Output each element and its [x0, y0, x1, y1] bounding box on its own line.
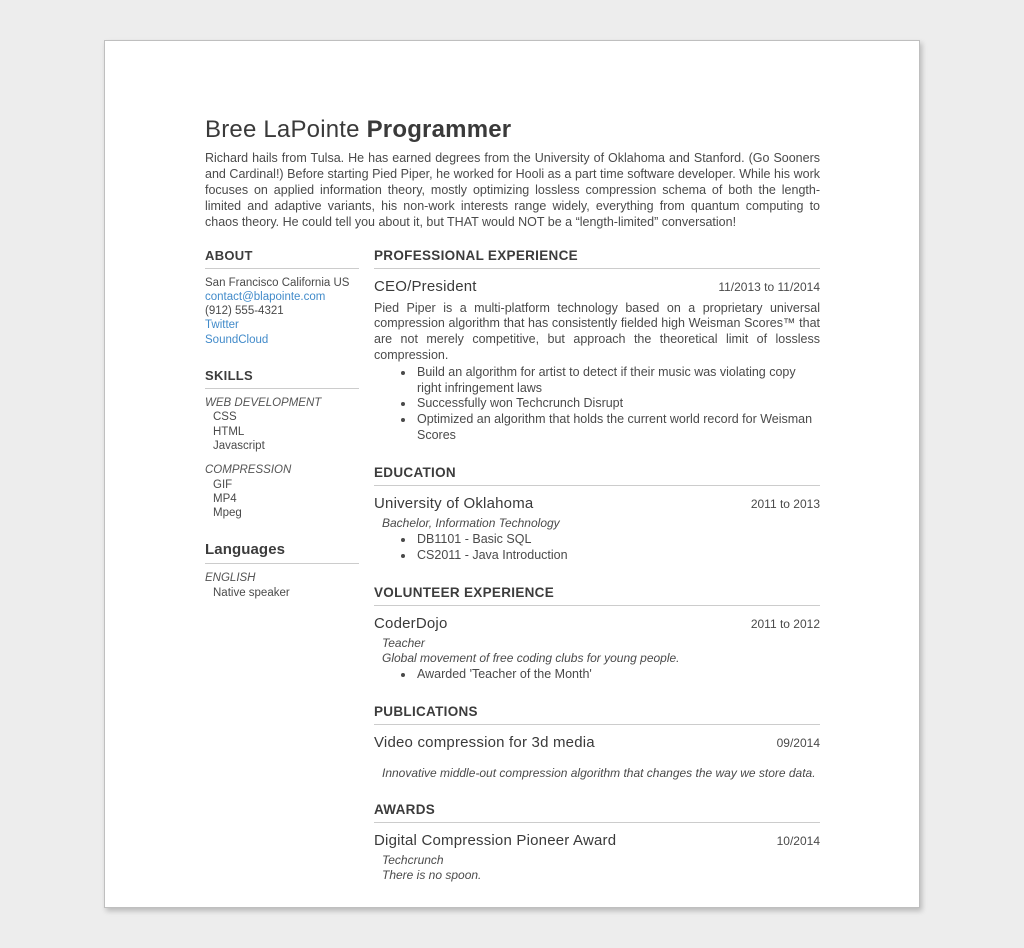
section-education — [374, 465, 820, 564]
section-heading: EDUCATION — [374, 465, 820, 486]
soundcloud-link[interactable]: SoundCloud — [205, 333, 269, 346]
resume-sheet — [104, 40, 920, 908]
award-entry — [374, 832, 820, 883]
sidebar — [205, 248, 359, 600]
candidate-name: Bree LaPointe — [205, 116, 360, 143]
section-heading: VOLUNTEER EXPERIENCE — [374, 585, 820, 606]
entry-subtitle: Teacher — [382, 635, 425, 650]
bullet-item: • DB1101 - Basic SQL — [415, 532, 820, 548]
skill-group-name: COMPRESSION — [205, 464, 292, 477]
entry-bullets — [374, 365, 820, 444]
entry-note: Global movement of free coding clubs for young people. — [382, 650, 680, 665]
section-publications — [374, 704, 820, 781]
entry-title: Video compression for 3d media — [374, 733, 595, 751]
bullet-item: • Optimized an algorithm that holds the current world record for Weisman Scores — [415, 412, 820, 444]
skill-item: Mpeg — [213, 507, 242, 520]
section-professional-experience — [374, 248, 820, 444]
skill-item: CSS — [213, 411, 237, 424]
skill-item: Javascript — [213, 439, 265, 452]
language-name: ENGLISH — [205, 572, 256, 585]
skill-item: MP4 — [213, 492, 237, 505]
about-phone: (912) 555-4321 — [205, 305, 284, 318]
section-heading: PUBLICATIONS — [374, 704, 820, 725]
entry-title: University of Oklahoma — [374, 494, 534, 512]
experience-entry — [374, 278, 820, 444]
entry-date: 11/2013 to 11/2014 — [718, 279, 820, 294]
entry-note: There is no spoon. — [382, 868, 482, 883]
entry-note: Innovative middle-out compression algorithm that changes the way we store data. — [382, 765, 816, 780]
resume-content — [205, 116, 820, 883]
entry-bullets — [374, 532, 820, 564]
bullet-item: • Awarded 'Teacher of the Month' — [415, 667, 820, 683]
bullet-item: • Build an algorithm for artist to detect if their music was violating copy right infringement laws — [415, 365, 820, 397]
education-entry — [374, 495, 820, 564]
bullet-item: • Successfully won Techcrunch Disrupt — [415, 396, 820, 412]
entry-subtitle: Techcrunch — [382, 852, 444, 867]
resume-header — [205, 116, 820, 144]
section-heading: PROFESSIONAL EXPERIENCE — [374, 248, 820, 269]
skill-group-name: WEB DEVELOPMENT — [205, 397, 322, 410]
publication-entry — [374, 734, 820, 781]
entry-date: 2011 to 2012 — [750, 616, 820, 631]
entry-title: CEO/President — [374, 277, 477, 295]
entry-title: Digital Compression Pioneer Award — [374, 831, 617, 849]
entry-subtitle: Bachelor, Information Technology — [382, 515, 560, 530]
bullet-item: • CS2011 - Java Introduction — [415, 548, 820, 564]
about-heading: ABOUT — [205, 248, 359, 269]
candidate-role: Programmer — [366, 116, 512, 143]
entry-bullets — [374, 667, 820, 683]
entry-title: CoderDojo — [374, 614, 448, 632]
about-location: San Francisco California US — [205, 276, 350, 289]
entry-description: Pied Piper is a multi-platform technology based on a proprietary universal compression algorithm that has consistently fielded high Weisman Scores™ that are not merely competitive, but approach the theoretical limit of lossless compression. — [374, 300, 820, 362]
twitter-link[interactable]: Twitter — [205, 319, 239, 332]
summary-paragraph: Richard hails from Tulsa. He has earned degrees from the University of Oklahoma and Stanford. (Go Sooners and Cardinal!) Before starting Pied Piper, he worked for Hooli as a part time software developer. While his work focuses on applied information theory, mostly optimizing lossless compression schema of both the length-limited and adaptive variants, his non-work interests range widely, everything from quantum computing to chaos theory. He could tell you about it, but THAT would NOT be a “length-limited” conversation! — [205, 151, 820, 229]
language-level: Native speaker — [213, 586, 290, 599]
skill-group — [205, 463, 359, 520]
skill-item: HTML — [213, 425, 245, 438]
section-heading: AWARDS — [374, 802, 820, 823]
entry-date: 10/2014 — [776, 833, 820, 848]
main-column — [374, 248, 820, 884]
skill-group — [205, 396, 359, 453]
skills-heading: SKILLS — [205, 368, 359, 389]
language-group — [205, 571, 359, 600]
section-volunteer-experience — [374, 585, 820, 683]
entry-date: 09/2014 — [776, 735, 820, 750]
two-column-layout — [205, 248, 820, 884]
section-awards — [374, 802, 820, 883]
languages-heading: Languages — [205, 541, 359, 564]
skill-item: GIF — [213, 478, 233, 491]
email-link[interactable]: contact@blapointe.com — [205, 290, 326, 303]
volunteer-entry — [374, 615, 820, 683]
entry-date: 2011 to 2013 — [750, 496, 820, 511]
